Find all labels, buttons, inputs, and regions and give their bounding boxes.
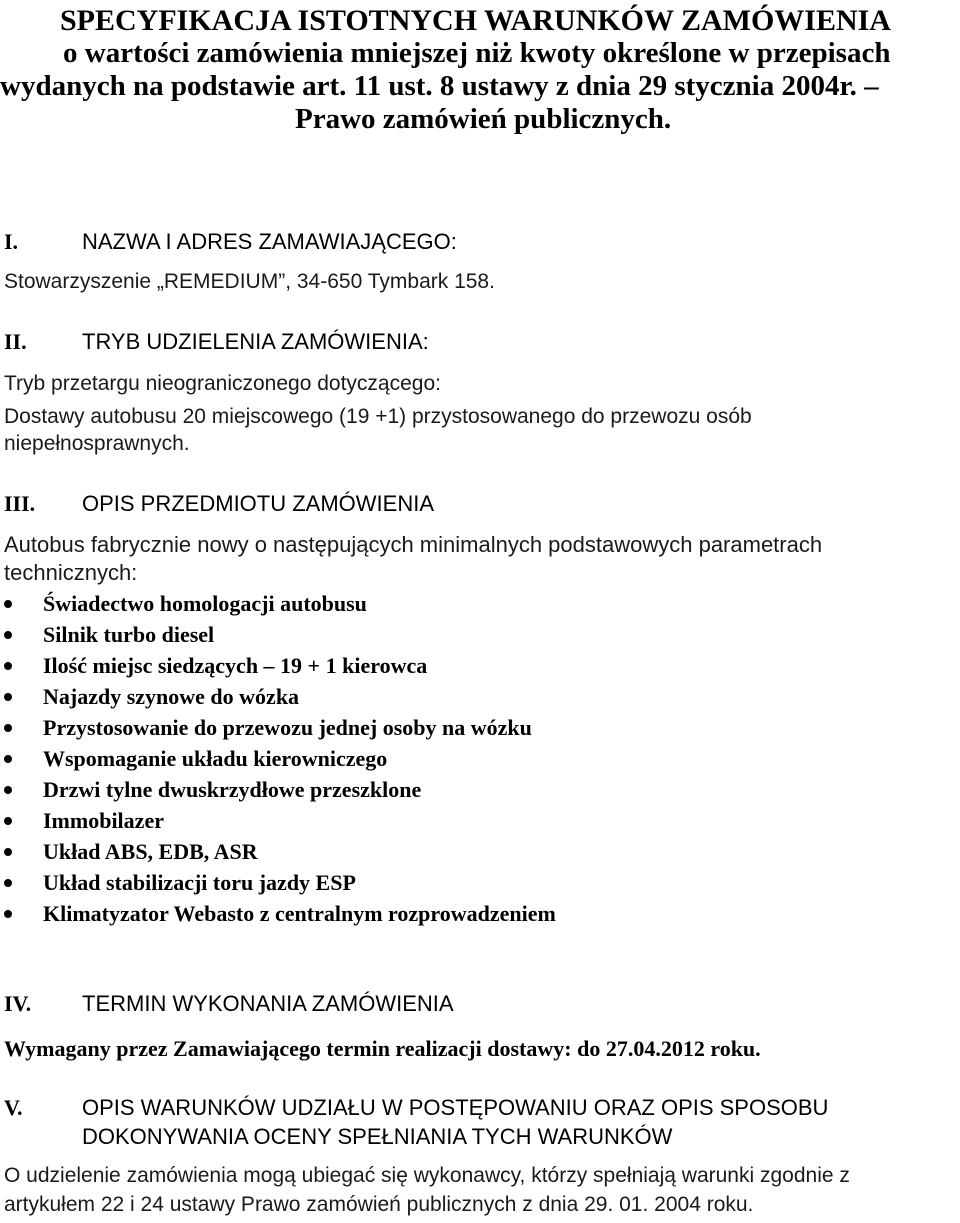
title-line-2: o wartości zamówienia mniejszej niż kwoty określone w przepisach <box>63 37 891 69</box>
section-1-number: I. <box>4 229 19 254</box>
section-2-number: II. <box>4 329 27 354</box>
list-item: Ilość miejsc siedzących – 19 + 1 kierowca <box>0 650 556 681</box>
bullet-icon <box>4 724 12 732</box>
title-line-3: wydanych na podstawie art. 11 ust. 8 ustawy z dnia 29 stycznia 2004r. – <box>0 70 879 102</box>
section-3-intro-1: Autobus fabrycznie nowy o następujących minimalnych podstawowych parametrach <box>4 532 823 557</box>
requirements-list <box>0 588 556 929</box>
section-1-heading: NAZWA I ADRES ZAMAWIAJĄCEGO: <box>82 229 457 254</box>
list-item: Immobilazer <box>0 805 556 836</box>
section-5-heading-line-1: OPIS WARUNKÓW UDZIAŁU W POSTĘPOWANIU ORAZ OPIS SPOSOBU <box>82 1095 829 1120</box>
section-2-line-2: Dostawy autobusu 20 miejscowego (19 +1) przystosowanego do przewozu osób <box>4 405 752 428</box>
list-item: Przystosowanie do przewozu jednej osoby na wózku <box>0 712 556 743</box>
section-3-heading: OPIS PRZEDMIOTU ZAMÓWIENIA <box>82 491 435 516</box>
bullet-icon <box>4 693 12 701</box>
list-item: Silnik turbo diesel <box>0 619 556 650</box>
bullet-icon <box>4 817 12 825</box>
section-3-number: III. <box>4 491 36 516</box>
section-3-intro-2: technicznych: <box>4 560 138 585</box>
list-item: Układ ABS, EDB, ASR <box>0 836 556 867</box>
section-2-heading: TRYB UDZIELENIA ZAMÓWIENIA: <box>82 329 429 354</box>
list-item: Drzwi tylne dwuskrzydłowe przeszklone <box>0 774 556 805</box>
section-4-number: IV. <box>4 991 32 1016</box>
section-5-heading-line-2: DOKONYWANIA OCENY SPEŁNIANIA TYCH WARUNKÓW <box>82 1124 673 1149</box>
section-5-number: V. <box>4 1095 23 1120</box>
list-item: Najazdy szynowe do wózka <box>0 681 556 712</box>
section-1-body: Stowarzyszenie „REMEDIUM”, 34-650 Tymbark 158. <box>4 270 495 293</box>
bullet-icon <box>4 786 12 794</box>
bullet-icon <box>4 631 12 639</box>
bullet-icon <box>4 755 12 763</box>
bullet-icon <box>4 879 12 887</box>
list-item: Klimatyzator Webasto z centralnym rozprowadzeniem <box>0 898 556 929</box>
list-item: Wspomaganie układu kierowniczego <box>0 743 556 774</box>
section-4-body: Wymagany przez Zamawiającego termin realizacji dostawy: do 27.04.2012 roku. <box>4 1036 761 1061</box>
bullet-icon <box>4 848 12 856</box>
bullet-icon <box>4 910 12 918</box>
bullet-icon <box>4 662 12 670</box>
list-item: Świadectwo homologacji autobusu <box>0 588 556 619</box>
section-2-line-3: niepełnosprawnych. <box>4 432 190 455</box>
section-5-body-2: artykułem 22 i 24 ustawy Prawo zamówień publicznych z dnia 29. 01. 2004 roku. <box>4 1193 754 1216</box>
section-4-heading: TERMIN WYKONANIA ZAMÓWIENIA <box>82 991 454 1016</box>
section-2-line-1: Tryb przetargu nieograniczonego dotyczącego: <box>4 372 441 395</box>
bullet-icon <box>4 600 12 608</box>
title-line-4: Prawo zamówień publicznych. <box>295 103 672 135</box>
title-line-1: SPECYFIKACJA ISTOTNYCH WARUNKÓW ZAMÓWIENIA <box>60 4 891 37</box>
section-5-body-1: O udzielenie zamówienia mogą ubiegać się wykonawcy, którzy spełniają warunki zgodnie z <box>4 1164 850 1187</box>
list-item: Układ stabilizacji toru jazdy ESP <box>0 867 556 898</box>
